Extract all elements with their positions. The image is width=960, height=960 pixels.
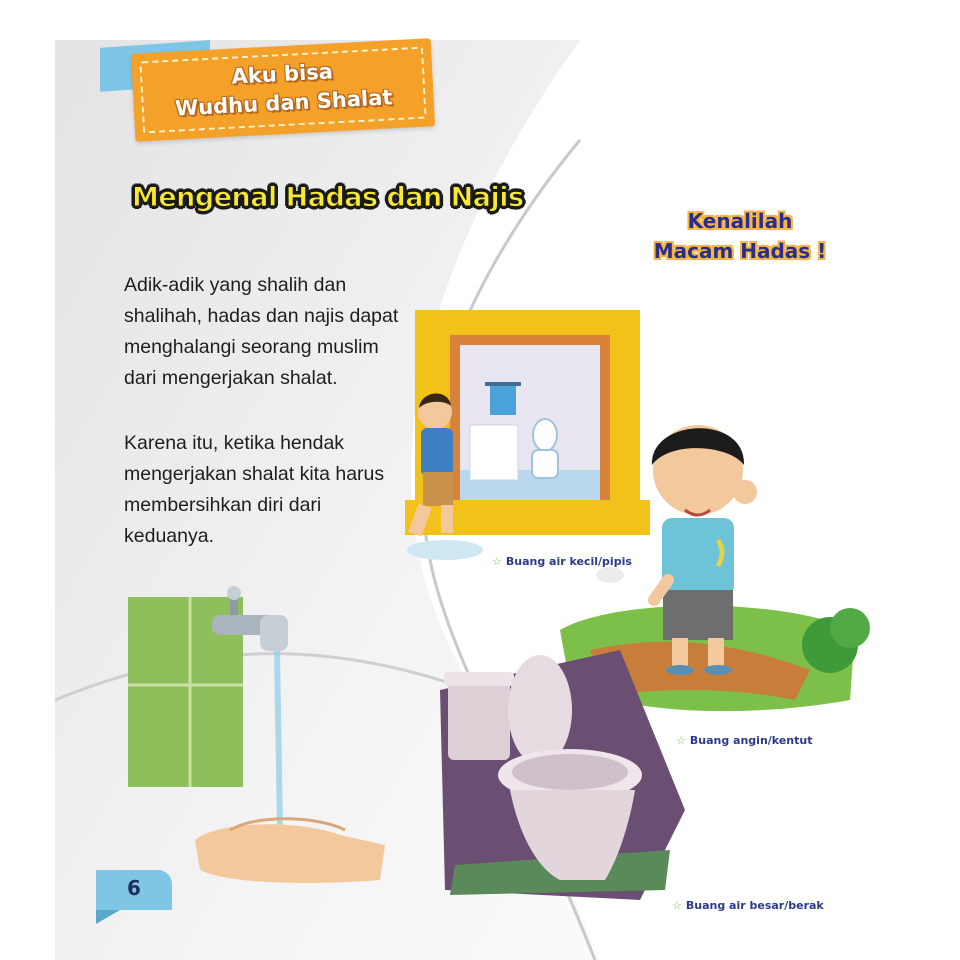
star-icon: ☆ xyxy=(672,899,682,912)
intro-paragraph xyxy=(124,270,414,394)
paragraph-text: Adik-adik yang shalih dan shalihah, hadas dan najis dapat menghalangi seorang muslim dari mengerjakan shalat. xyxy=(124,274,399,389)
section-subtitle xyxy=(620,206,860,266)
caption-kentut xyxy=(676,734,812,747)
illustration-faucet-hands xyxy=(120,585,390,895)
caption-text: Buang air besar/berak xyxy=(685,899,824,912)
illustration-toilet xyxy=(430,640,700,910)
banner-line-1: Aku bisa xyxy=(230,59,334,89)
caption-pipis xyxy=(492,555,632,568)
chapter-banner xyxy=(131,38,435,142)
instruction-paragraph xyxy=(124,428,414,552)
subtitle-line-2: Macam Hadas ! xyxy=(653,239,827,263)
caption-berak xyxy=(672,899,824,912)
page-number-tab-fold xyxy=(96,910,120,924)
section-title: Mengenal Hadas dan Najis xyxy=(132,182,524,213)
star-icon: ☆ xyxy=(676,734,686,747)
paragraph-text: Karena itu, ketika hendak mengerjakan shalat kita harus membersihkan diri dari keduanya. xyxy=(124,432,385,547)
page-number: 6 xyxy=(127,876,141,900)
subtitle-line-1: Kenalilah xyxy=(687,209,793,233)
caption-text: Buang air kecil/pipis xyxy=(505,555,632,568)
star-icon: ☆ xyxy=(492,555,502,568)
page-number-tab xyxy=(96,870,172,910)
banner-line-2: Wudhu dan Shalat xyxy=(174,85,393,121)
caption-text: Buang angin/kentut xyxy=(689,734,813,747)
